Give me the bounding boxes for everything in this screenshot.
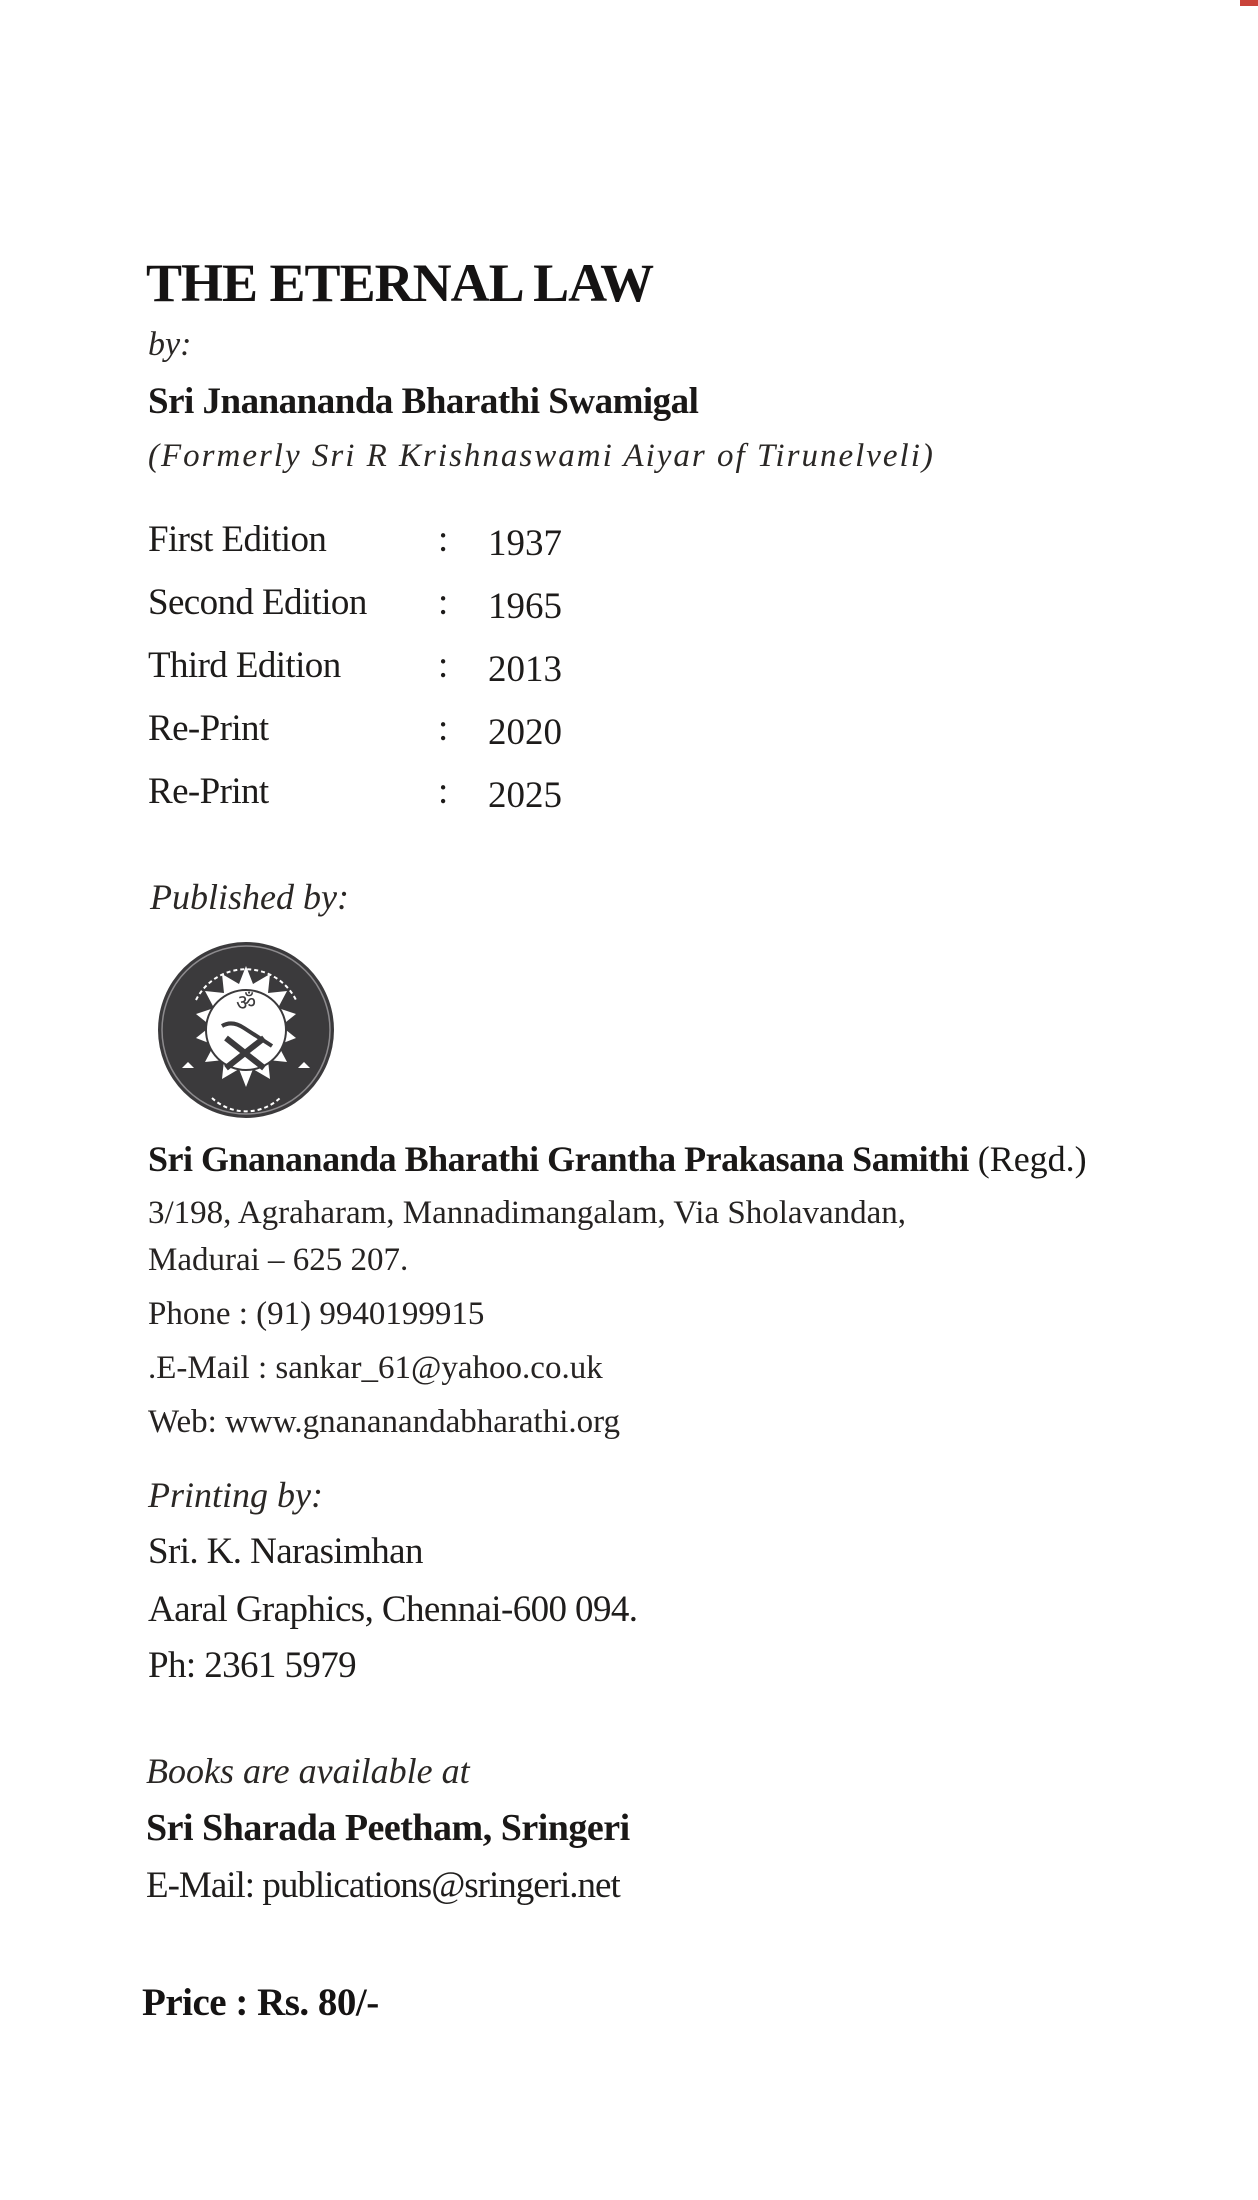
publisher-seal-logo-icon — [152, 940, 340, 1120]
author-name: Sri Jnanananda Bharathi Swamigal — [148, 381, 699, 422]
edition-label: First Edition — [148, 519, 327, 560]
publisher-name: Sri Gnanananda Bharathi Grantha Prakasana Samithi — [148, 1139, 969, 1179]
printer-company: Aaral Graphics, Chennai-600 094. — [148, 1589, 638, 1630]
edition-year: 2020 — [488, 712, 562, 753]
edition-label: Second Edition — [148, 582, 367, 623]
printing-by-label: Printing by: — [148, 1475, 323, 1515]
printer-phone: Ph: 2361 5979 — [148, 1645, 357, 1686]
edition-year: 2013 — [488, 649, 562, 690]
availability-label: Books are available at — [146, 1751, 470, 1791]
svg-text:ॐ: ॐ — [235, 991, 257, 1016]
publisher-registered: (Regd.) — [977, 1139, 1087, 1179]
edition-label: Re-Print — [148, 708, 269, 749]
publisher-email: .E-Mail : sankar_61@yahoo.co.uk — [148, 1350, 603, 1386]
book-price: Price : Rs. 80/- — [142, 1981, 379, 2024]
edition-label: Re-Print — [148, 771, 269, 812]
edition-colon: : — [438, 771, 448, 812]
edition-colon: : — [438, 708, 448, 749]
edition-year: 1937 — [488, 523, 562, 564]
publisher-address-line1: 3/198, Agraharam, Mannadimangalam, Via Sholavandan, — [148, 1195, 907, 1231]
author-former-name: (Formerly Sri R Krishnaswami Aiyar of Tirunelveli) — [148, 438, 935, 474]
published-by-label: Published by: — [150, 877, 349, 917]
edition-colon: : — [438, 645, 448, 686]
publisher-name-line — [148, 1138, 1087, 1180]
edition-year: 2025 — [488, 775, 562, 816]
publisher-phone: Phone : (91) 9940199915 — [148, 1296, 485, 1332]
availability-place: Sri Sharada Peetham, Sringeri — [146, 1807, 630, 1849]
availability-email: E-Mail: publications@sringeri.net — [146, 1865, 620, 1906]
by-label: by: — [148, 326, 192, 363]
edition-year: 1965 — [488, 586, 562, 627]
edition-label: Third Edition — [148, 645, 341, 686]
book-title: THE ETERNAL LAW — [146, 253, 654, 313]
page-corner-mark — [1240, 0, 1258, 6]
publisher-web: Web: www.gnananandabharathi.org — [148, 1404, 621, 1440]
printer-name: Sri. K. Narasimhan — [148, 1531, 423, 1572]
publisher-address-line2: Madurai – 625 207. — [148, 1242, 409, 1278]
edition-colon: : — [438, 582, 448, 623]
edition-colon: : — [438, 519, 448, 560]
